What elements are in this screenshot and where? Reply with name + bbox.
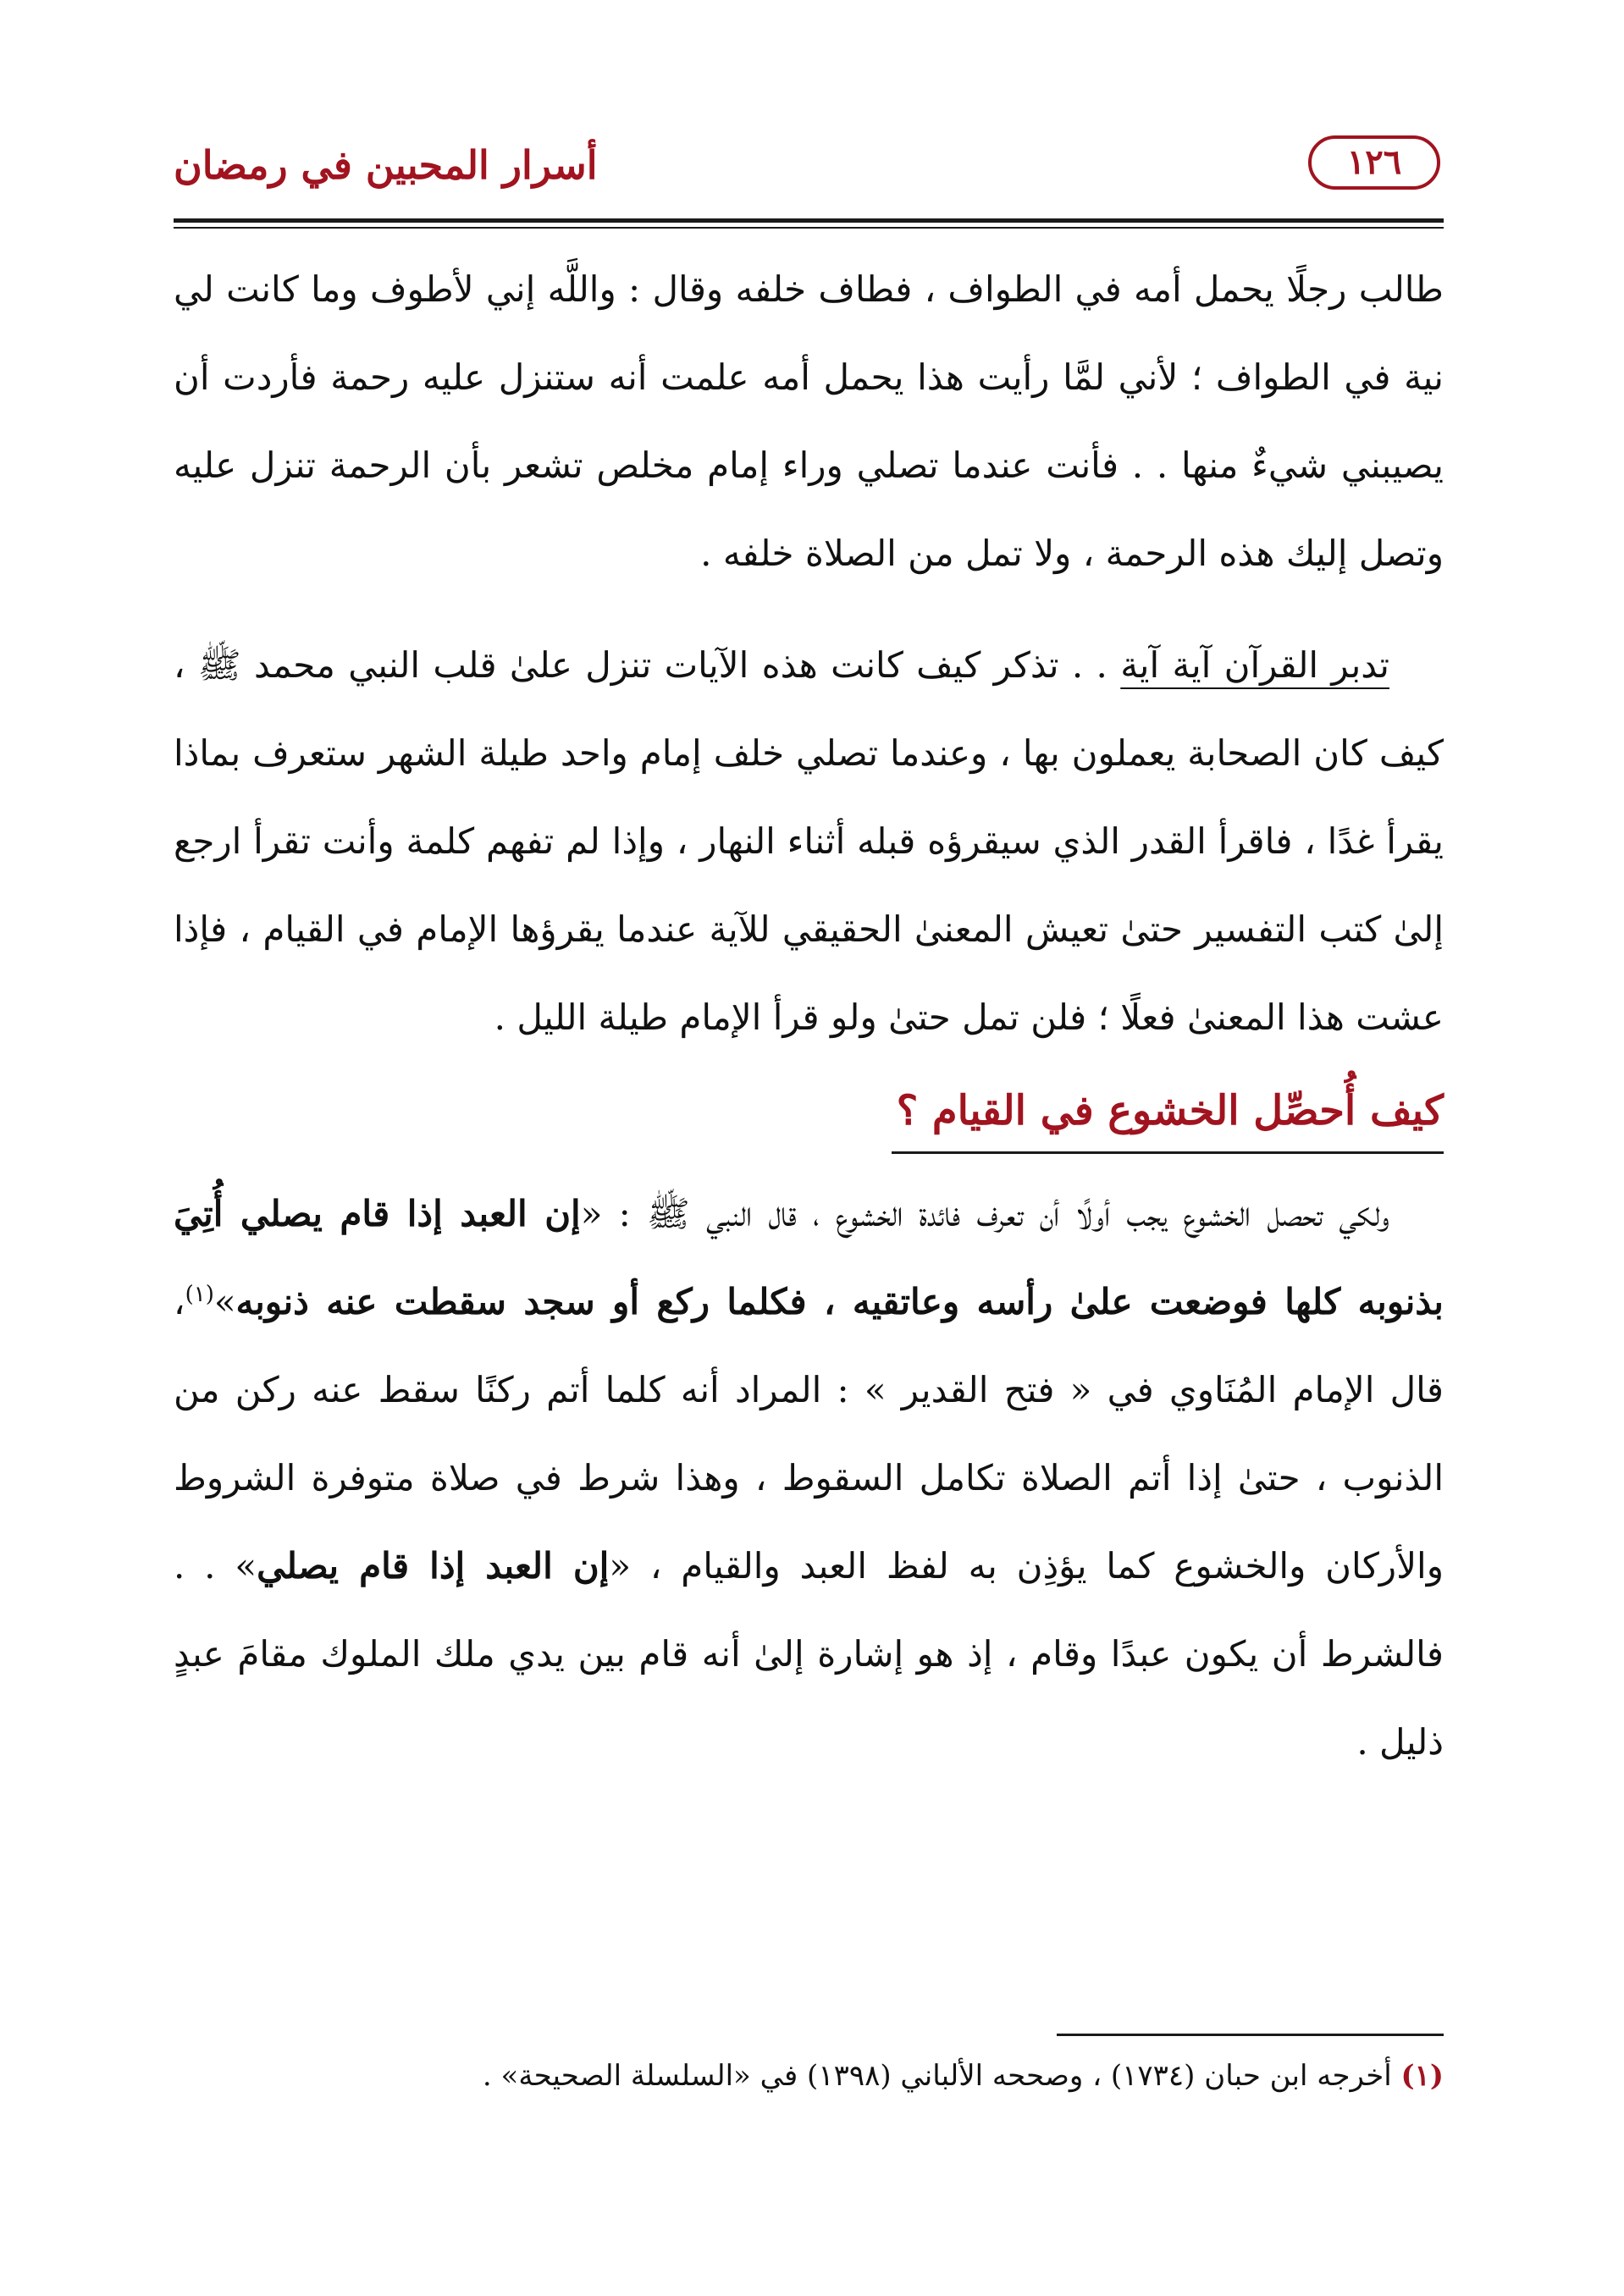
page-number-badge [1308, 135, 1444, 195]
paragraph-3-end: » . . فالشرط أن يكون عبدًا وقام ، إذ هو إشارة إلىٰ أنه قام بين يدي ملك الملوك مقامَ عبدٍ ذليل . [174, 1545, 1444, 1763]
footnote-marker: (١) [1400, 2059, 1444, 2093]
section-heading: كيف أُحصِّل الخشوع في القيام ؟ [892, 1077, 1444, 1154]
footnote [174, 2050, 1444, 2101]
hadith-quote-2: إن العبد إذا قام يصلي [257, 1545, 610, 1587]
section-heading-block [174, 1068, 1444, 1153]
hadith-text: إن العبد إذا قام يصلي أُتِيَ بذنوبه كلها فوضعت علىٰ رأسه وعاتقيه ، فكلما ركع أو سجد سقطت عنه ذنوبه [174, 1193, 1444, 1322]
header-rule-thin [174, 227, 1444, 229]
book-title: أسرار المحبين في رمضان [174, 142, 598, 188]
page-body [174, 246, 1444, 1786]
paragraph-2-text: . . تذكر كيف كانت هذه الآيات تنزل علىٰ قلب النبي محمد ﷺ ، كيف كان الصحابة يعملون بها ، وعندما تصلي خلف إمام واحد طيلة الشهر ستعرف بماذا يقرأ غدًا ، فاقرأ القدر الذي سيقرؤه قبله أثناء النهار ، وإذا لم تفهم كلمة وأنت تقرأ ارجع إلىٰ كتب التفسير حتىٰ تعيش المعنىٰ الحقيقي للآية عندما يقرؤها الإمام في القيام ، فإذا عشت هذا المعنىٰ فعلًا ؛ فلن تمل حتىٰ ولو قرأ الإمام طيلة الليل . [174, 644, 1444, 1038]
page-number: ١٢٦ [1346, 142, 1402, 182]
paragraph-3-middle: ، قال الإمام المُنَاوي في « فتح القدير » : المراد أنه كلما أتم ركنًا سقط عنه ركن من الذنوب ، حتىٰ إذا أتم الصلاة تكامل السقوط ، وهذا شرط في صلاة متوفرة الشروط والأركان والخشوع كما يؤذِن به لفظ العبد والقيام ، « [174, 1281, 1444, 1587]
footnote-reference[interactable]: (١) [185, 1282, 214, 1307]
hadith-close-quote: » [213, 1281, 236, 1322]
footnote-rule [1057, 2034, 1444, 2036]
paragraph-3 [174, 1170, 1444, 1786]
paragraph-2 [174, 621, 1444, 1062]
header-rule-thick [174, 218, 1444, 223]
underlined-phrase: تدبر القرآن آية آية [1120, 644, 1389, 686]
paragraph-3-intro: ولكي تحصل الخشوع يجب أولًا أن تعرف فائدة الخشوع ، قال النبي ﷺ : « [580, 1193, 1389, 1234]
page-header [174, 135, 1444, 212]
footnote-text: أخرجه ابن حبان (١٧٣٤) ، وصححه الألباني (١٣٩٨) في «السلسلة الصحيحة» . [482, 2059, 1401, 2093]
paragraph-1: طالب رجلًا يحمل أمه في الطواف ، فطاف خلفه وقال : واللَّه إني لأطوف وما كانت لي نية في الطواف ؛ لأني لمَّا رأيت هذا يحمل أمه علمت أنه ستنزل عليه رحمة فأردت أن يصيبني شيءٌ منها . . فأنت عندما تصلي وراء إمام مخلص تشعر بأن الرحمة تنزل عليه وتصل إليك هذه الرحمة ، ولا تمل من الصلاة خلفه . [174, 268, 1444, 574]
